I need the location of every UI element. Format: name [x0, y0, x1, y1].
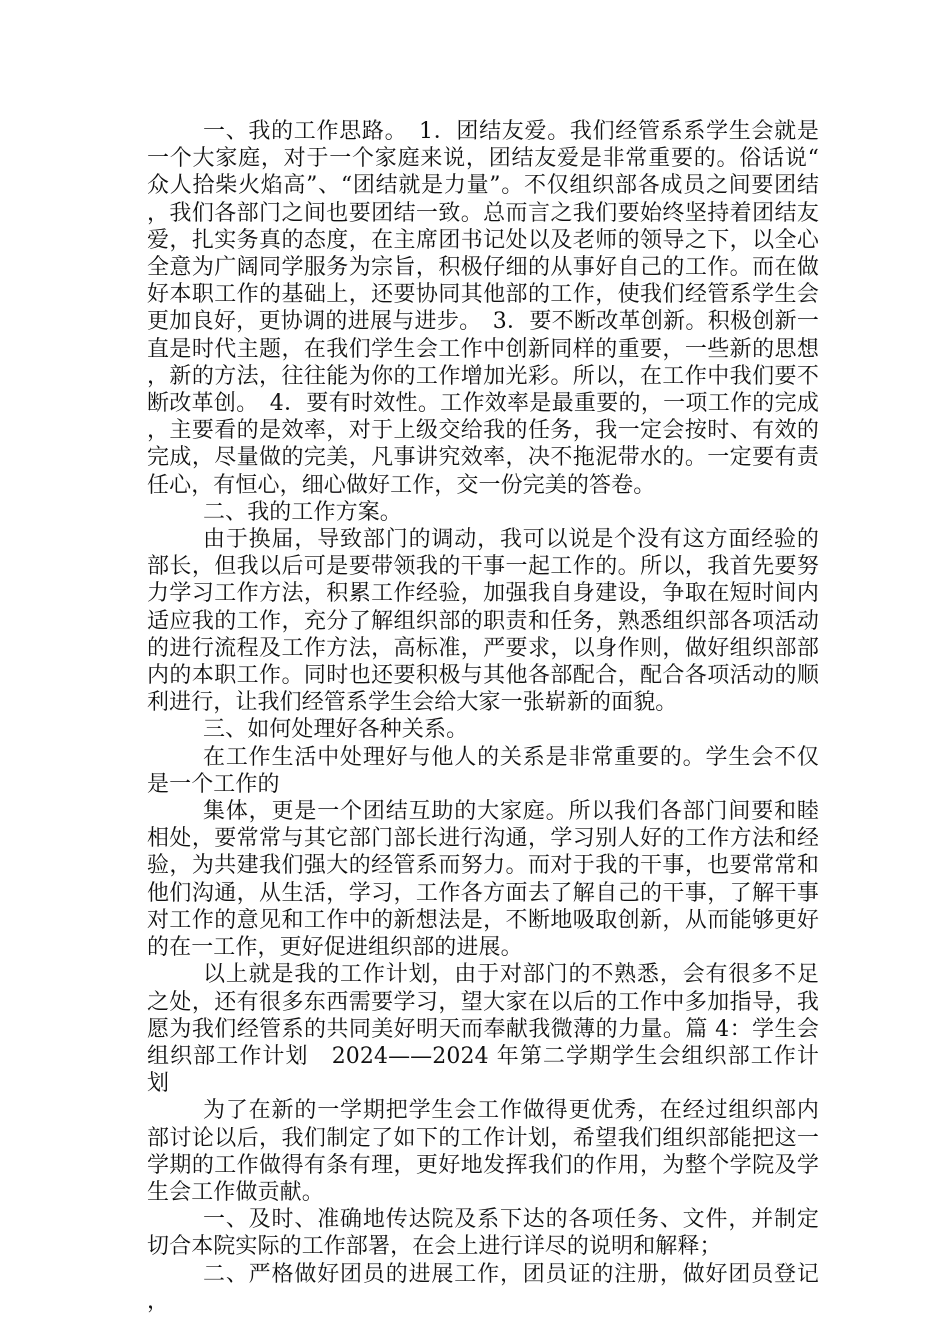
document-body	[147, 118, 819, 1315]
heading-relationships: 三、如何处理好各种关系。	[203, 717, 469, 743]
paragraph-new-semester: 为了在新的一学期把学生会工作做得更优秀，在经过组织部内部讨论以后，我们制定了如下的工作计划，希望我们组织部能把这一学期的工作做得有条有理，更好地发挥我们的作用，为整个学院及学生会工作做贡献。	[147, 1098, 819, 1205]
paragraph-item-two: 二、严格做好团员的进展工作，团员证的注册，做好团员登记，	[147, 1261, 819, 1314]
heading-work-plan: 二、我的工作方案。	[203, 499, 402, 525]
paragraph-item-one: 一、及时、准确地传达院及系下达的各项任务、文件，并制定切合本院实际的工作部署，在会上进行详尽的说明和解释；	[147, 1207, 819, 1260]
paragraph-relationships-intro: 在工作生活中处理好与他人的关系是非常重要的。学生会不仅是一个工作的	[147, 744, 819, 797]
paragraph-work-ideas: 一、我的工作思路。 1．团结友爱。我们经管系系学生会就是一个大家庭，对于一个家庭来说，团结友爱是非常重要的。俗话说“众人拾柴火焰高”、“团结就是力量”。不仅组织部各成员之间要团结，我们各部门之间也要团结一致。总而言之我们要始终坚持着团结友爱，扎实务真的态度，在主席团书记处以及老师的领导之下，以全心全意为广阔同学服务为宗旨，积极仔细的从事好自己的工作。而在做好本职工作的基础上，还要协同其他部的工作，使我们经管系学生会更加良好，更协调的进展与进步。 3．要不断改革创新。积极创新一直是时代主题，在我们学生会工作中创新同样的重要，一些新的思想，新的方法，往往能为你的工作增加光彩。所以，在工作中我们要不断改革创。 4．要有时效性。工作效率是最重要的，一项工作的完成，主要看的是效率，对于上级交给我的任务，我一定会按时、有效的完成，尽量做的完美，凡事讲究效率，决不拖泥带水的。一定要有责任心，有恒心，细心做好工作，交一份完美的答卷。	[147, 119, 819, 498]
paragraph-work-plan: 由于换届，导致部门的调动，我可以说是个没有这方面经验的部长，但我以后可是要带领我的干事一起工作的。所以，我首先要努力学习工作方法，积累工作经验，加强我自身建设，争取在短时间内适应我的工作，充分了解组织部的职责和任务，熟悉组织部各项活动的进行流程及工作方法，高标准，严要求，以身作则，做好组织部部内的本职工作。同时也还要积极与其他各部配合，配合各项活动的顺利进行，让我们经管系学生会给大家一张崭新的面貌。	[147, 527, 819, 716]
paragraph-relationships-body: 集体，更是一个团结互助的大家庭。所以我们各部门间要和睦相处，要常常与其它部门部长进行沟通，学习别人好的工作方法和经验，为共建我们强大的经管系而努力。而对于我的干事，也要常常和他们沟通，从生活，学习，工作各方面去了解自己的干事，了解干事对工作的意见和工作中的新想法是，不断地吸取创新，从而能够更好的在一工作，更好促进组织部的进展。	[147, 799, 819, 961]
paragraph-conclusion: 以上就是我的工作计划，由于对部门的不熟悉，会有很多不足之处，还有很多东西需要学习，望大家在以后的工作中多加指导，我愿为我们经管系的共同美好明天而奉献我微薄的力量。篇 4：学生会组织部工作计划 2024——2024 年第二学期学生会组织部工作计划	[147, 962, 819, 1097]
